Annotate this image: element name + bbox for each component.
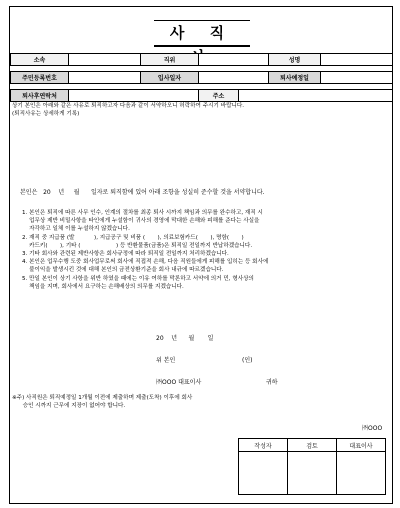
position-field[interactable] xyxy=(199,54,269,66)
info-table-2 xyxy=(10,71,393,84)
address-field[interactable] xyxy=(239,90,393,102)
hire-date-label: 입사일자 xyxy=(141,72,199,84)
contact-field[interactable] xyxy=(69,90,199,102)
seal-mark: (인) xyxy=(242,357,253,364)
footer-company: ㈜OOO xyxy=(362,425,383,432)
approval-writer-label: 작성자 xyxy=(239,439,288,452)
date-line: 20 년 월 일 xyxy=(156,335,214,342)
list-item: 5. 만일 본인이 상기 사항을 위반 하였을 때에는 이유 여하를 막론하고 서약에 의거 민, 형사상의 xyxy=(22,275,254,282)
approval-review-label: 검토 xyxy=(288,439,337,452)
address-label: 주소 xyxy=(199,90,239,102)
intro-line: 상기 본인은 아래와 같은 사유로 퇴직하고자 다음과 같이 서약하오니 허락하여 주시기 바랍니다. xyxy=(12,103,245,109)
note-line-1: ※주) 사직원은 퇴직예정일 1개월 이전에 제출하며 제출(도착) 이후에 회사 xyxy=(12,395,193,401)
list-item: 업무상 제반 비밀사항을 타인에게 누설함이 귀사의 경영에 막대한 손해와 피해를 준다는 사실을 xyxy=(22,218,260,225)
recipient: 귀하 xyxy=(266,379,278,386)
approval-ceo-label: 대표이사 xyxy=(337,439,386,452)
pledge-items xyxy=(20,209,390,291)
approval-writer-sign[interactable] xyxy=(239,452,288,495)
resignation-form xyxy=(9,6,393,504)
note-line-2: 승인 시까지 근무에 지장이 없어야 합니다. xyxy=(12,403,126,409)
info-table xyxy=(10,53,393,66)
approval-ceo-sign[interactable] xyxy=(337,452,386,495)
pledger-label: 위 본인 xyxy=(156,357,176,364)
list-item: 자각하고 일체 이를 누설하지 않겠습니다. xyxy=(22,226,130,233)
name-field[interactable] xyxy=(321,54,393,66)
leave-date-field[interactable] xyxy=(321,72,393,84)
contact-label: 퇴사후연락처 xyxy=(11,90,69,102)
pledge-line: 본인은 20 년 월 일자로 퇴직함에 있어 아래 조항을 성실히 준수할 것을 서약합니다. xyxy=(20,189,265,196)
approval-table xyxy=(238,438,386,495)
reason-hint: (퇴직사유는 상세하게 기록) xyxy=(12,111,80,118)
leave-date-label: 퇴사예정일 xyxy=(269,72,321,84)
list-item: 2. 재직 중 지급품 (발 ), 지급공구 및 비품 ( ), 의료보험카드( ), 명함( ) xyxy=(22,234,244,241)
hire-date-field[interactable] xyxy=(199,72,269,84)
company-name: ㈜OOO 대표이사 xyxy=(156,379,202,386)
list-item: 책임을 지며, 회사에서 요구하는 손해배상의 의무를 지겠습니다. xyxy=(22,283,184,290)
approval-review-sign[interactable] xyxy=(288,452,337,495)
list-item: 카드키( ), 기타 ( ) 등 반환물품(금품)은 퇴직일 전일까지 반납하겠습니다. xyxy=(22,242,253,249)
list-item: 1. 본인은 퇴직에 따른 사무 인수, 인계의 절차를 최종 퇴사 시까지 책임과 의무를 완수하고, 재직 시 xyxy=(22,210,263,216)
position-label: 직위 xyxy=(141,54,199,66)
resident-id-label: 주민등록번호 xyxy=(11,72,69,84)
form-body xyxy=(10,102,392,118)
dept-field[interactable] xyxy=(69,54,141,66)
page-title: 사 직 xyxy=(154,20,250,47)
list-item: 3. 기타 회사와 관련된 제반사항은 회사규정에 따라 퇴직일 전일까지 처리하겠습니다. xyxy=(22,251,229,258)
dept-label: 소속 xyxy=(11,54,69,66)
name-label: 성명 xyxy=(269,54,321,66)
list-item: 4. 본인은 업무수행 도중 회사업무로써 회사에 직접적 손해, 다음 직원들에게 피해를 입히는 등 회사에 xyxy=(22,259,269,266)
info-table-3 xyxy=(10,89,393,102)
resident-id-field[interactable] xyxy=(69,72,141,84)
list-item: 불이익을 발생시킨 것에 대해 본인의 금전상환기준을 회사 내규에 따르겠습니다. xyxy=(22,267,224,274)
